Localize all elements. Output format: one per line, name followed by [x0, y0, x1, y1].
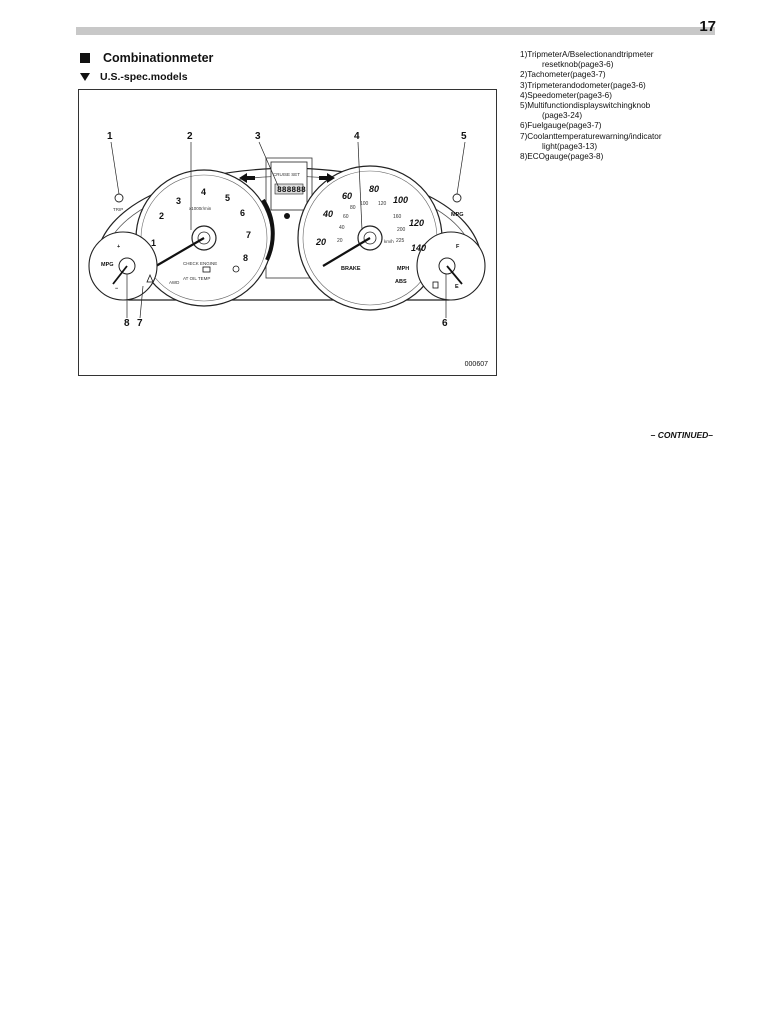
kmh-160: 160: [393, 214, 402, 220]
legend-item: 2)Tachometer(page3-7): [520, 70, 606, 80]
kmh-label: km/h: [384, 239, 394, 244]
legend-item: 5)Multifunctiondisplayswitchingknob (page3-24): [520, 101, 651, 121]
mph-140: 140: [411, 243, 427, 253]
legend-item: 6)Fuelgauge(page3-7): [520, 121, 602, 131]
legend-item: 4)Speedometer(page3-6): [520, 90, 612, 100]
kmh-80: 80: [350, 205, 356, 211]
callout-1: 1: [107, 131, 113, 142]
callout-7: 7: [137, 318, 143, 329]
callout-5: 5: [461, 131, 467, 142]
combination-meter-illustration: [79, 90, 496, 375]
mph-80: 80: [369, 184, 380, 194]
awd-label: AWD: [169, 280, 180, 285]
kmh-40: 40: [339, 225, 345, 231]
fuel-full-label: F: [456, 244, 460, 250]
section-title: Combinationmeter: [103, 51, 214, 65]
page-header-bar: [76, 27, 715, 35]
kmh-60: 60: [343, 214, 349, 220]
callout-4: 4: [354, 131, 360, 142]
kmh-120: 120: [378, 201, 387, 207]
check-engine-label: CHECK ENGINE: [183, 261, 218, 266]
kmh-20: 20: [337, 238, 343, 244]
callout-2: 2: [187, 131, 193, 142]
combination-meter-figure: [78, 89, 497, 376]
square-bullet-icon: [80, 53, 90, 63]
subsection-title: U.S.-spec.models: [100, 71, 188, 83]
legend-item: 7)Coolanttemperaturewarning/indicator light(page3-13): [520, 131, 662, 151]
tach-number-1: 1: [151, 238, 157, 248]
tach-number-6: 6: [240, 208, 246, 218]
triangle-bullet-icon: [80, 73, 90, 81]
eco-plus-label: +: [117, 244, 121, 250]
legend-item: 3)Tripmeterandodometer(page3-6): [520, 80, 646, 90]
eco-minus-label: −: [115, 286, 119, 292]
legend-item: 8)ECOgauge(page3-8): [520, 152, 604, 162]
trip-label: TRIP: [113, 207, 124, 212]
tach-number-4: 4: [201, 187, 207, 197]
tach-number-8: 8: [243, 253, 249, 263]
mph-label: MPH: [397, 266, 410, 272]
section-heading: [80, 51, 213, 65]
cruise-label: CRUISE SET: [273, 172, 301, 177]
callout-6: 6: [442, 318, 448, 329]
eco-mpg-label: MPG: [101, 262, 114, 268]
continued-note: – CONTINUED–: [650, 430, 713, 440]
tach-number-2: 2: [159, 211, 165, 221]
legend-item: 1)TripmeterA/Bselectionandtripmeter resetknob(page3-6): [520, 50, 654, 70]
subsection-heading: [80, 71, 188, 83]
callout-8: 8: [124, 318, 130, 329]
brake-label: BRAKE: [341, 266, 361, 272]
kmh-100: 100: [360, 201, 369, 207]
fuel-empty-label: E: [455, 284, 459, 290]
callout-3: 3: [255, 131, 261, 142]
tach-number-3: 3: [176, 196, 182, 206]
odometer-display: 888888: [277, 186, 306, 195]
mph-60: 60: [342, 191, 353, 201]
mph-20: 20: [316, 237, 327, 247]
temp-label: AT OIL TEMP: [183, 276, 211, 281]
page-number: 17: [699, 18, 716, 35]
tach-number-7: 7: [246, 230, 252, 240]
mph-120: 120: [409, 218, 425, 228]
mph-40: 40: [323, 209, 334, 219]
figure-code: 000607: [464, 361, 488, 368]
mph-100: 100: [393, 195, 409, 205]
callout-legend: [520, 50, 720, 162]
tach-unit-label: x1000r/min: [189, 206, 212, 211]
mfd-mpg-label: MPG: [451, 212, 464, 218]
tach-number-5: 5: [225, 193, 231, 203]
kmh-225: 225: [396, 238, 405, 244]
kmh-200: 200: [397, 227, 406, 233]
abs-label: ABS: [395, 279, 407, 285]
